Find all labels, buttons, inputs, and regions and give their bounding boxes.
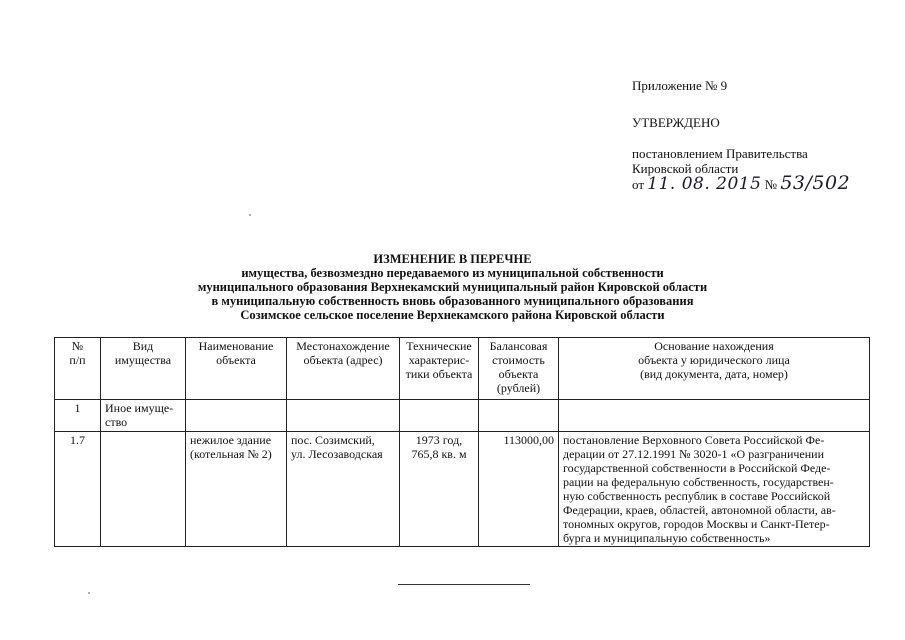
document-title	[0, 252, 905, 322]
scan-speck	[249, 214, 251, 216]
header-tech: Технические характерис- тики объекта	[400, 338, 479, 400]
cell-num: 1	[55, 400, 101, 432]
date-prefix: от	[632, 177, 645, 192]
decree-line-1: постановлением Правительства	[632, 146, 808, 161]
cell-balance	[479, 400, 559, 432]
title-line-4: в муниципальную собственность вновь образованного муниципального образования	[211, 294, 694, 308]
property-table	[54, 337, 870, 547]
header-location: Местонахождение объекта (адрес)	[287, 338, 400, 400]
title-line-1: ИЗМЕНЕНИЕ В ПЕРЕЧНЕ	[373, 252, 532, 266]
header-balance: Балансовая стоимость объекта (рублей)	[479, 338, 559, 400]
header-type: Вид имущества	[101, 338, 186, 400]
approved-label: УТВЕРЖДЕНО	[632, 115, 720, 130]
handwritten-number: 53/502	[780, 172, 851, 194]
cell-balance: 113000,00	[479, 432, 559, 547]
table-row	[55, 400, 870, 432]
cell-name: нежилое здание (котельная № 2)	[186, 432, 287, 547]
table-header-row	[55, 338, 870, 400]
header-name: Наименование объекта	[186, 338, 287, 400]
cell-basis	[559, 400, 870, 432]
cell-basis: постановление Верховного Совета Российской Фе- дерации от 27.12.1991 № 3020-1 «О разграничении государственной собственности в Российской Феде- рации на федеральную собственность, государствен- ную собственность республик в составе Российской Федерации, краев, областей, автономной области, ав- тономных округов, городов Москвы и Санкт-Петер- бурга и муниципальную собственность»	[559, 432, 870, 547]
header-basis: Основание нахождения объекта у юридического лица (вид документа, дата, номер)	[559, 338, 870, 400]
cell-type: Иное имуще- ство	[101, 400, 186, 432]
cell-tech	[400, 400, 479, 432]
appendix-label: Приложение № 9	[632, 78, 728, 93]
cell-tech: 1973 год, 765,8 кв. м	[400, 432, 479, 547]
handwritten-date: 11. 08. 2015	[647, 174, 762, 194]
title-line-5: Созимское сельское поселение Верхнекамского района Кировской области	[240, 308, 665, 322]
decree-line-2: Кировской области	[632, 161, 739, 176]
cell-num: 1.7	[55, 432, 101, 547]
closing-rule	[398, 584, 530, 585]
cell-name	[186, 400, 287, 432]
number-prefix: №	[764, 177, 778, 192]
header-num: № п/п	[55, 338, 101, 400]
table-row	[55, 432, 870, 547]
title-line-2: имущества, безвозмездно передаваемого из муниципальной собственности	[241, 266, 664, 280]
cell-location	[287, 400, 400, 432]
cell-location: пос. Созимский, ул. Лесозаводская	[287, 432, 400, 547]
cell-type	[101, 432, 186, 547]
decree-date-line	[632, 172, 851, 194]
title-line-3: муниципального образования Верхнекамский муниципальный район Кировской области	[197, 280, 708, 294]
scan-speck	[88, 592, 90, 594]
